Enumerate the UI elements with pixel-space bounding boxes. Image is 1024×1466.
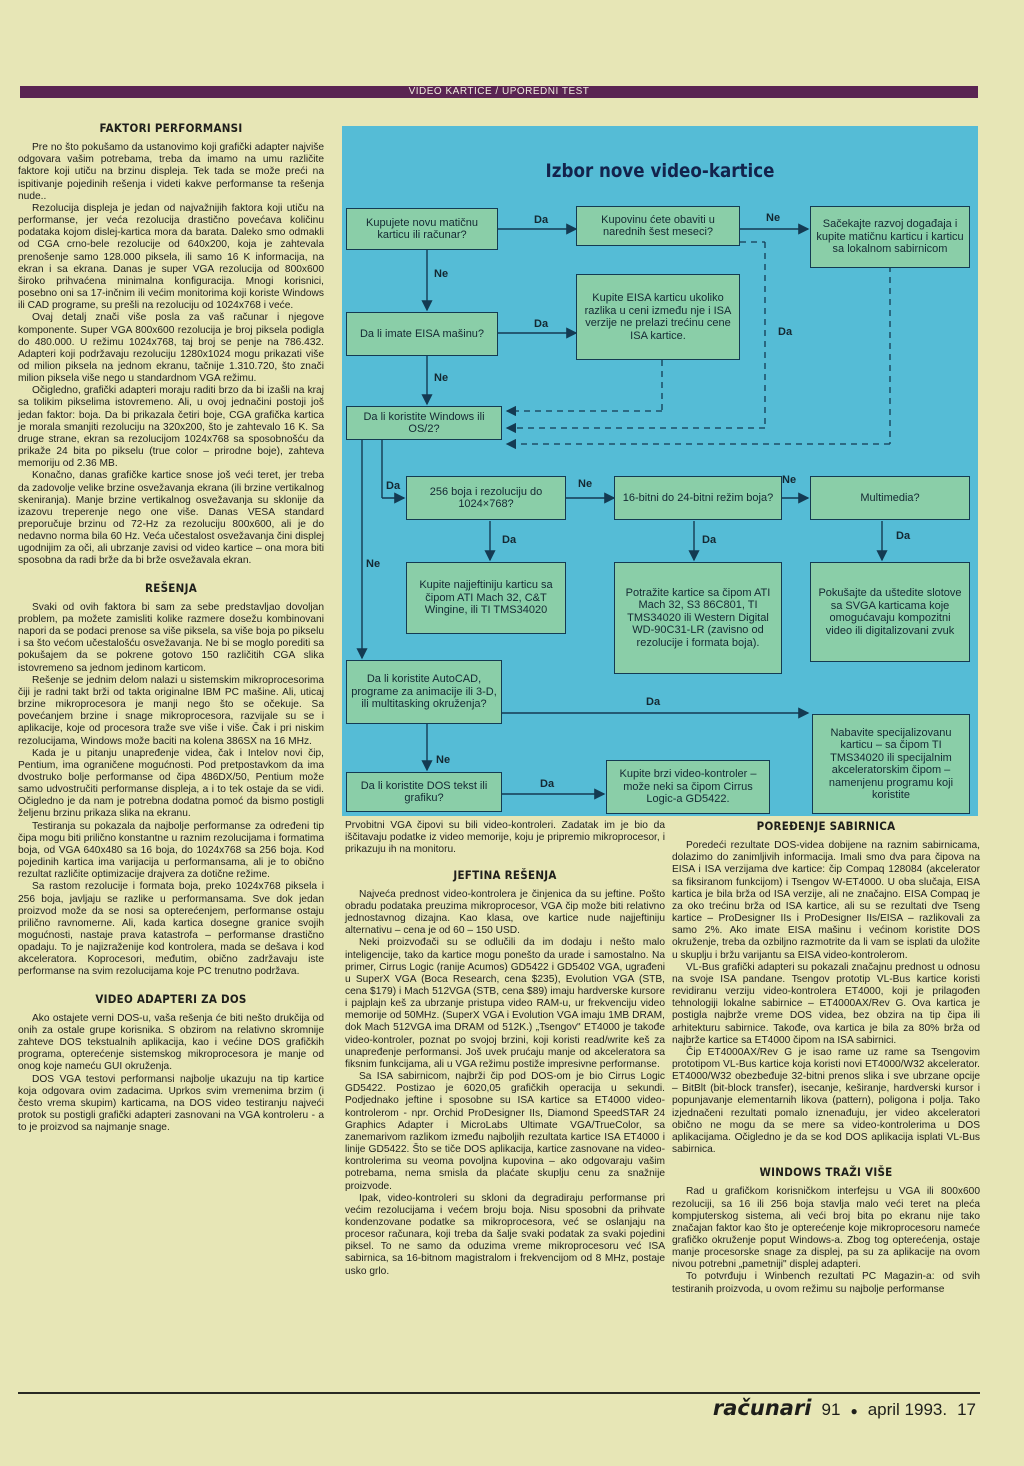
paragraph: Pre no što pokušamo da ustanovimo koji grafički adapter najviše odgovara vašim potrebama, treba da imamo na umu različite faktore koji utiču na brzinu displeja. Tek tada se može preći na ispitivanje pojedinih rešenja i videti kakve performanse ta rešenja nude.. — [18, 142, 324, 202]
paragraph: VL-Bus grafički adapteri su pokazali značajnu prednost u odnosu na svoje ISA pandane. Tsengov prototip VL-Bus kartice koristi revidiranu verziju video-kontrolera ET4000, koji je prilagođen tehnologiji lokalne sabirnice – ET4000AX/Rev G. Ova kartica je postigla najbrže vreme DOS videa, bez obzira na tip čipa ili arhitekturu sabirnice. Takođe, ova kartica je bila za 80% brža od najbrže kartice sa ET4000 čipom na ISA sabirnici. — [672, 961, 980, 1046]
middle-column — [345, 820, 665, 1278]
node-fast-controller: Kupite brzi video-kontroler – može neki sa čipom Cirrus Logic-a GD5422. — [606, 760, 770, 814]
node-dos-text: Da li koristite DOS tekst ili grafiku? — [346, 772, 502, 812]
label-no: Ne — [434, 372, 449, 384]
label-yes: Da — [540, 778, 555, 790]
node-buy-eisa: Kupite EISA karticu ukoliko razlika u ceni između nje i ISA verzije ne prelazi trećinu cene ISA kartice. — [576, 274, 740, 360]
paragraph: Ovaj detalj znači više posla za vaš računar i njegove komponente. Super VGA 800x600 rezolucija je broj piksela podigla do 480.000. U režimu 1024x768, taj broj se penje na 786.432. Adapteri koji podržavaju rezoluciju 1280x1024 mogu prikazati više od milion piksela na jednom ekranu, tačnije 1.310.720, što znači milion piksela više nego u standardnom VGA režimu. — [18, 312, 324, 385]
paragraph: Sa ISA sabirnicom, najbrži čip pod DOS-om je bio Cirrus Logic GD5422. Postizao je 6020,05 grafičkih operacija u sekundi. Podjednako jeftine i sposobne su ISA kartice sa ET4000 video-kontrolerom - npr. Orchid ProDesigner IIs, Diamond SpeedSTAR 24 Graphics Adapter i MicroLabs Ultimate VGA/TrueColor, sa zanemarivom razlikom između najboljih rezultata kartice ISA ET4000 i linije GD5422. Što se tiče DOS aplikacija, kartice zasnovane na video-kontrolerima su veoma povoljna kupovina – ako odgovaraju vašim potrebama, nema smisla da plaćate skuplju cenu za snažnije proizvode. — [345, 1071, 665, 1192]
label-yes: Da — [778, 326, 793, 338]
node-multimedia: Multimedia? — [810, 476, 970, 520]
issue-date: april 1993. — [867, 1400, 948, 1419]
paragraph: Ipak, video-kontroleri su skloni da degradiraju performanse pri većim rezolucijama i većem broju boja. Nisu sposobni da prihvate kondenzovane podatke sa mikroprocesora, već se oslanjaju na procesor računara, koji treba da šalje svaki podatak za svaki pojedini piksel. To ne samo da oduzima vreme mikroprocesoru već ISA sabirnica, sa 16-bitnom magistralom i frekvencijom od 8 MHz, postaje usko grlo. — [345, 1192, 665, 1277]
flowchart-caption: Prvobitni VGA čipovi su bili video-kontroleri. Zadatak im je bio da iščitavaju podatke iz video memorije, koju je pripremio mikroprocesor, i prikazuju ih na monitoru. — [345, 820, 665, 856]
left-column — [18, 116, 324, 1134]
heading-windows: WINDOWS TRAŽI VIŠE — [759, 1165, 893, 1180]
paragraph: Najveća prednost video-kontrolera je činjenica da su jeftine. Pošto obradu podataka preuzima mikroprocesor, VGA čip može biti relativno jednostavnog dizajna. Kao klasa, ove kartice nude najjeftiniju alternativu – cena je od 60 – 150 USD. — [345, 888, 665, 937]
paragraph: Čip ET4000AX/Rev G je isao rame uz rame sa Tsengovim prototipom VL-Bus kartice koja koristi novi ET4000/W32 akcelerator. ET4000/W32 obezbeđuje 32-bitni prenos slika i sve ubrzane opcije – BitBlt (bit-block transfer), isecanje, keširanje, hardverski kursor i popunjavanje elementarnih likova (pattern), poligona i polja. Tako izjednačeni rezultati pomalo iznenađuju, jer video akceleratori obično ne mogu da se mere sa video-kontrolerima u DOS aplikacijama. Očigledno je da se kod DOS aplikacija isplati VL-Bus sabirnica. — [672, 1046, 980, 1156]
heading-resenja: REŠENJA — [144, 580, 197, 595]
label-yes: Da — [534, 318, 549, 330]
label-no: Ne — [366, 558, 381, 570]
heading-faktori: FAKTORI PERFORMANSI — [99, 121, 243, 135]
node-windows-os2: Da li koristite Windows ili OS/2? — [346, 406, 502, 440]
heading-jeftina-resenja: JEFTINA REŠENJA — [453, 867, 557, 882]
label-no: Ne — [436, 754, 451, 766]
label-yes: Da — [646, 696, 661, 708]
paragraph: Rezolucija displeja je jedan od najvažnijih faktora koji utiču na performanse, jer veća rezolucija drastično povećava količinu podataka kojom dislej-kartica mora da barata. Daleko smo odmakli od CGA crno-bele rezolucije od 640x200, koja je zahtevala prenošenje samo 128.000 piksela, ili samo 16 K informacija, na ekran i sa ekrana. Danas je super VGA rezolucija od 800x600 široko prihvaćena minimalna konfiguracija. Mnogi korisnici, posebno oni sa 17-inčnim ili većim monitorima koji koriste Windows ili CAD programe, su prešli na rezoluciju od 1024x768 i veće. — [18, 202, 324, 312]
paragraph: Svaki od ovih faktora bi sam za sebe predstavljao dovoljan problem, pa možete zamisliti kolike razmere dosežu kombinovani napori da se podaci prenose sa više piksela, sa više boja po pikselu i sa što većom učestalošću osvežavanja. Ne bi se moglo porediti sa pokušajem da se pokrene gotovo 150 različitih CGA slika istovremeno sa jednom jedinom karticom. — [18, 601, 324, 674]
paragraph: Sa rastom rezolucije i formata boja, preko 1024x768 piksela i 256 boja, javljaju se razlike u performansama. Sve dok jedan proizvod može da se nosi sa opterećenjem, performanse ostaju prilično ravnomerne. Ali, kada kartica dosegne granice svojih mogućnosti, nastaje prava katastrofa – performanse drastično opadaju. To je najizraženije kod kontrolera, mada se dešava i kod akceleratora. Koprocesori, međutim, obično zadržavaju iste performanse na svim rezolucijama koje PC trenutno podržava. — [18, 881, 324, 978]
bullet-icon: ● — [850, 1404, 858, 1418]
label-no: Ne — [782, 474, 797, 486]
paragraph: DOS VGA testovi performansi najbolje ukazuju na tip kartice koja odgovara ovim zadacima. Uprkos svim vremenima brzim (i često vrema skupim) karticama, na DOS video testiranju najveći protok su postigli grafički adapteri zasnovani na VGA kontroleru - a to je proizvod sa najmanje snage. — [18, 1073, 324, 1134]
label-yes: Da — [702, 534, 717, 546]
paragraph: Konačno, danas grafičke kartice snose još veći teret, jer treba da zadovolje velike brzine osvežavanja ekrana (ili brzine vertikalnog skeniranja). Manje brzine vertikalnog osvežavanja su sklonije da izazovu treperenje nego one više. Danas VESA standard preporučuje brzinu od 72-Hz za rezoluciju 800x600, ali je do nedavno norma bila 60 Hz. Veća učestalost osvežavanja čini displej ugodnijim za oči, ali ubrzanje zavisi od video kartice – ona mora biti sposobna da radi brže da bi brže osvežavala ekran. — [18, 470, 324, 567]
label-yes: Da — [896, 530, 911, 542]
issue-number: 91 — [821, 1400, 841, 1419]
label-yes: Da — [386, 480, 401, 492]
node-autocad: Da li koristite AutoCAD, programe za animacije ili 3-D, ili multitasking okruženja? — [346, 660, 502, 724]
label-yes: Da — [502, 534, 517, 546]
page-footer — [713, 1396, 976, 1420]
paragraph: Očigledno, grafički adapteri moraju raditi brzo da bi izašli na kraj sa tolikim pikselima istovremeno. Ali, u ovoj jednačini postoji još jedan faktor: boja. Da bi prikazala četiri boje, CGA grafička kartica je morala smanjiti rezoluciju na 320x200, što je zahtevalo 16 K. Sa druge strane, ekran sa rezolucijom 1024x768 sa sposobnošću da prikaže 24 bita po pikselu (true color – prirodne boje), zahteva memoriju od 2.36 MB. — [18, 385, 324, 470]
node-new-board: Kupujete novu matičnu karticu ili računar? — [346, 208, 498, 250]
paragraph: Neki proizvođači su se odlučili da im dodaju i nešto malo inteligencije, tako da kartice mogu ponešto da urade i samostalno. Na primer, Cirrus Logic (ranije Acumos) GD5422 i GD5402 VGA, ugrađeni u SuperX VGA (Boca Research, cena $235), Evolution VGA (STB, cena $179) i Mach 512VGA (STB, cena $89) imaju hardverske kursore i pajplajn keš za ubrzanje pristupa video RAM-u, ur frekvenciju video memorije od 50MHz. (SuperX VGA i Evolution VGA imaju 1MB DRAM, dok Mach 512VGA ima DRAM od 512K.) „Tsengov" ET4000 je takođe video-kontroler, poznat po svojoj brzini, koji koristi read/write keš za unapređenje performansi. Još uvek prućaju manje od akceleratora sa fiksnim funkcijama, ali u VGA režimu postiže impresivne performanse. — [345, 937, 665, 1070]
heading-video-adapteri: VIDEO ADAPTERI ZA DOS — [95, 991, 247, 1006]
paragraph: Ako ostajete verni DOS-u, vaša rešenja će biti nešto drukčija od onih za ostale grupe korisnika. S obzirom na relativno skromnije zahteve DOS tekstualnih aplikacija, kao i većine DOS grafičkih programa, opterećenje sistemskog mikroprocesora je manje od onog koje nameću GUI okruženja. — [18, 1012, 324, 1073]
node-cheapest-card: Kupite najjeftiniju karticu sa čipom ATI Mach 32, C&T Wingine, ili TI TMS34020 — [406, 562, 566, 634]
node-save-slots: Pokušajte da uštedite slotove sa SVGA karticama koje omogućavaju kompozitni video ili digitalizovani zvuk — [810, 562, 970, 662]
label-no: Ne — [766, 212, 781, 224]
node-look-for-cards: Potražite kartice sa čipom ATI Mach 32, S3 86C801, TI TMS34020 ili Western Digital WD-90C31-LR (zavisno od rezolucije i formata boja). — [614, 562, 782, 674]
node-wait-and-buy: Sačekajte razvoj događaja i kupite matičnu karticu i karticu sa lokalnom sabirnicom — [810, 206, 970, 268]
right-column — [672, 820, 980, 1296]
heading-poredjenje: POREĐENJE SABIRNICA — [756, 819, 896, 833]
magazine-logo: računari — [712, 1396, 812, 1420]
flowchart-title: Izbor nove video-kartice — [545, 160, 775, 182]
node-16-24-bit: 16-bitni do 24-bitni režim boja? — [614, 476, 782, 520]
section-header: VIDEO KARTICE / UPOREDNI TEST — [20, 86, 978, 98]
flowchart-panel — [342, 126, 978, 816]
paragraph: To potvrđuju i Winbench rezultati PC Magazin-a: od svih testiranih proizvoda, u ovom režimu su najbolje performanse — [672, 1271, 980, 1295]
label-yes: Da — [534, 214, 549, 226]
label-no: Ne — [578, 478, 593, 490]
paragraph: Rešenje se jednim delom nalazi u sistemskim mikroprocesorima čiji je radni takt brži od takta originalne IBM PC mašine. Ali, uticaj brzine mikroprocesora je manji nego što se očekuje. Sa povećanjem brzine i snage mikroprocesora, razvijale su se i aplikacije, koje od procesora traže sve više i više. Čak i pri niskim rezolucijama, Windows može baciti na kolena 386SX na 16 MHz. — [18, 674, 324, 747]
label-no: Ne — [434, 268, 449, 280]
node-specialized-card: Nabavite specijalizovanu karticu – sa čipom TI TMS34020 ili specijalnim akceleratorskim čipom – namenjenu programu koji koristite — [812, 714, 970, 814]
node-six-months: Kupovinu ćete obaviti u narednih šest meseci? — [576, 206, 740, 246]
page-number: 17 — [957, 1400, 976, 1419]
paragraph: Rad u grafičkom korisničkom interfejsu u VGA ili 800x600 rezoluciji, sa 16 ili 256 boja stavlja malo veći teret na pleća kompjuterskog sistema, ali veći broj bita po ekranu nije tako značajan faktor kao što je opterećenje koje mikroprocesoru nameće grafičko okruženje poput Windows-a. Zbog tog opterećenja, ostaje manje procesorske snage za displej, pa su za aplikacije na ovom nivou potrebni „pametniji" displej adapteri. — [672, 1186, 980, 1271]
node-eisa-machine: Da li imate EISA mašinu? — [346, 312, 498, 356]
paragraph: Kada je u pitanju unapređenje videa, čak i Intelov novi čip, Pentium, ima ograničene mogućnosti. Pod pretpostavkom da ima dvostruko bolje performanse od čipa 486DX/50, Pentium može samo udvostručiti performanse displeja, a i to tek ostaje da se vidi. Očigledno je da nam je potrebna dodatna pomoć da bismo postigli željenu brzinu prikaza slika na ekranu. — [18, 747, 324, 820]
paragraph: Testiranja su pokazala da najbolje performanse za određeni tip čipa mogu biti prilično konstantne u raznim rezolucijama i formatima boja, od VGA 640x480 sa 16 boja, do 1024x768 sa 256 boja. Kod pojedinih kartica ima varijacija u performansama, ali je to obično rezultat različite optimizacije drajvera za dotične režime. — [18, 820, 324, 881]
footer-rule — [18, 1392, 980, 1394]
paragraph: Poredeći rezultate DOS-videa dobijene na raznim sabirnicama, dolazimo do zanimljivih informacija. Imali smo dva para čipova na EISA i ISA verzijama dve kartice: čip Compaq 128084 (akcelerator sa fiksiranom funkcijom) i Tsengov W-ET4000. U oba slučaja, EISA kartica je bila brža od ISA verzije, ali ne značajno. EISA Compaq je za oko trećinu brža od ISA kartice, ali su se rezultati dve Tseng kartice – ProDesigner IIs i ProDesigner IIs/EISA – razlikovali za samo 2%. Ako imate EISA mašinu i većinom koristite DOS okruženje, treba da ozbiljno razmotrite da li vam se isplati da uložite u skuplju i bržu varijantu sa EISA video-kontrolerom. — [672, 840, 980, 961]
node-256-colors: 256 boja i rezoluciju do 1024×768? — [406, 476, 566, 520]
